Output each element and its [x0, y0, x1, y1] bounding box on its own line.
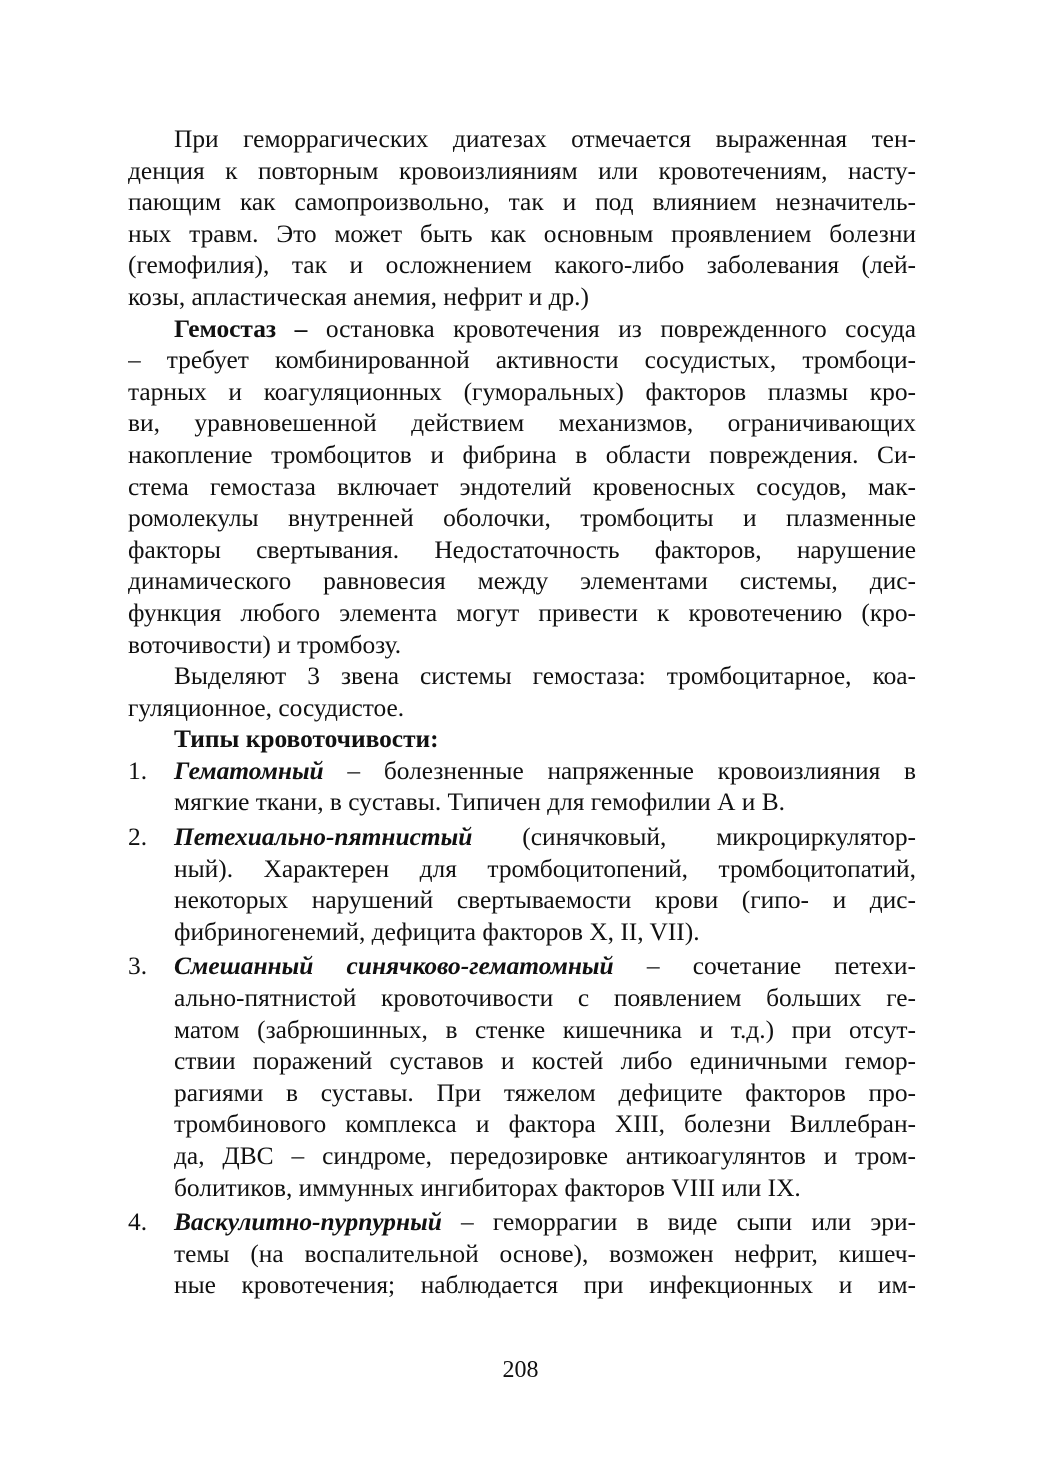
text-fragment: (синячковый, микроциркулятор- — [472, 823, 916, 852]
text-line — [128, 314, 916, 346]
paragraph-hemostasis — [128, 314, 916, 662]
list-term: Петехиально-пятнистый — [174, 823, 473, 852]
text-line: рагиями в суставы. При тяжелом дефиците факторов про- — [174, 1078, 916, 1107]
text-line: гуляционное, сосудистое. — [128, 693, 405, 722]
bleeding-types-list — [128, 756, 916, 1302]
text-line: болитиков, иммунных ингибиторах факторов VIII или IX. — [174, 1173, 801, 1202]
list-number: 1. — [128, 756, 148, 785]
text-line: ный). Характерен для тромбоцитопений, тромбоцитопатий, — [174, 854, 916, 883]
text-line: ви, уравновешенной действием механизмов, ограничивающих — [128, 409, 916, 438]
text-line: динамического равновесия между элементами системы, дис- — [128, 567, 916, 596]
text-line: (гемофилия), так и осложнением какого-либо заболевания (лей- — [128, 251, 916, 280]
text-line: При геморрагических диатезах отмечается выраженная тен- — [174, 125, 916, 153]
text-fragment: – болезненные напряженные кровоизлияния в — [323, 756, 916, 785]
text-line: ных травм. Это может быть как основным проявлением болезни — [128, 219, 916, 248]
text-line: – требует комбинированной активности сосудистых, тромбоци- — [128, 346, 916, 375]
text-line: факторы свертывания. Недостаточность факторов, нарушение — [128, 535, 916, 564]
text-line — [128, 822, 916, 854]
text-line: воточивости) и тромбозу. — [128, 630, 402, 659]
term-hemostasis: Гемостаз – — [174, 314, 308, 343]
text-line: да, ДВС – синдроме, передозировке антикоагулянтов и тром- — [174, 1142, 916, 1170]
list-number: 4. — [128, 1208, 148, 1237]
list-item — [128, 951, 916, 1204]
paragraph-hemostasis-links — [128, 661, 916, 724]
text-line: темы (на воспалительной основе), возможен нефрит, кишеч- — [174, 1239, 916, 1268]
text-fragment: – геморрагии в виде сыпи или эри- — [441, 1208, 916, 1237]
text-line: ствии поражений суставов и костей либо единичными гемор- — [174, 1047, 916, 1076]
text-line — [128, 756, 916, 788]
text-line: некоторых нарушений свертываемости крови (гипо- и дис- — [174, 886, 916, 915]
text-line — [128, 1207, 916, 1239]
text-line: ные кровотечения; наблюдается при инфекционных и им- — [174, 1271, 916, 1300]
text-fragment: – сочетание петехи- — [613, 952, 916, 981]
page-number: 208 — [502, 1357, 539, 1383]
paragraph-hemorrhagic-diathesis — [128, 124, 916, 314]
section-heading: Типы кровоточивости: — [174, 725, 439, 754]
text-line: ромолекулы внутренней оболочки, тромбоциты и плазменные — [128, 504, 916, 533]
text-line: Выделяют 3 звена системы гемостаза: тромбоцитарное, коа- — [174, 662, 916, 691]
text-line: пающим как самопроизвольно, так и под влиянием незначитель- — [128, 188, 916, 217]
text-line: ально-пятнистой кровоточивости с появлением больших ге- — [174, 984, 916, 1013]
list-item — [128, 756, 916, 819]
text-line: фибриногенемий, дефицита факторов X, II, VII). — [174, 917, 700, 946]
text-line: тромбинового комплекса и фактора XIII, болезни Виллебран- — [174, 1110, 916, 1139]
text-line: стема гемостаза включает эндотелий кровеносных сосудов, мак- — [128, 472, 916, 501]
page-body — [128, 124, 916, 1302]
text-line — [128, 951, 916, 983]
text-line: денция к повторным кровоизлияниям или кровотечениям, насту- — [128, 156, 916, 185]
list-item — [128, 1207, 916, 1302]
list-number: 2. — [128, 823, 148, 852]
text-line: накопление тромбоцитов и фибрина в области повреждения. Си- — [128, 440, 916, 469]
list-number: 3. — [128, 952, 148, 981]
list-item — [128, 822, 916, 948]
list-term: Смешанный синячково-гематомный — [174, 952, 614, 981]
text-line: козы, апластическая анемия, нефрит и др.) — [128, 282, 589, 311]
list-term: Гематомный — [174, 756, 324, 785]
list-term: Васкулитно-пурпурный — [174, 1208, 442, 1237]
text-line: тарных и коагуляционных (гуморальных) факторов плазмы кро- — [128, 377, 916, 406]
text-line: функция любого элемента могут привести к кровотечению (кро- — [128, 598, 916, 627]
text-line: мягкие ткани, в суставы. Типичен для гемофилии А и В. — [174, 788, 786, 817]
text-line: матом (забрюшинных, в стенке кишечника и т.д.) при отсут- — [174, 1015, 916, 1044]
text-fragment: остановка кровотечения из поврежденного сосуда — [307, 314, 916, 343]
